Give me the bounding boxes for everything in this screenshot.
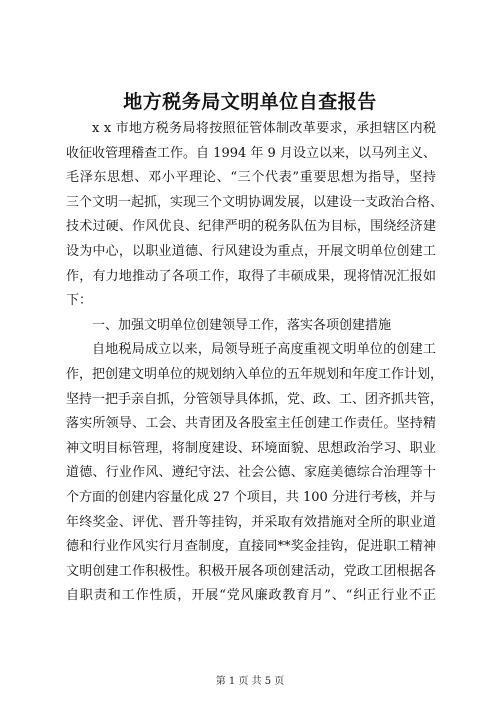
body-line: 三个文明一起抓，实现三个文明协调发展，以建设一支政治合格、: [66, 194, 444, 210]
body-line: 下：: [66, 293, 93, 309]
section-heading: 一、加强文明单位创建领导工作，落实各项创建措施: [92, 317, 392, 333]
page-number-footer: 第 1 页 共 5 页: [215, 676, 285, 687]
body-line: 技术过硬、作风优良、纪律严明的税务队伍为目标，围绕经济建: [66, 219, 436, 235]
body-line: 神文明目标管理，将制度建设、环境面貌、思想政治学习、职业: [66, 440, 436, 456]
body-line: 作，有力地推动了各项工作，取得了丰硕成果，现将情况汇报如: [66, 268, 436, 284]
body-line: 德和行业作风实行月查制度，直接同**奖金挂钩，促进职工精神: [66, 539, 436, 555]
body-line: 收征收管理稽查工作。自 1994 年 9 月设立以来，以马列主义、: [66, 145, 436, 161]
body-line: 年终奖金、评优、晋升等挂钩，并采取有效措施对全所的职业道: [66, 514, 436, 530]
body-line: x x 市地方税务局将按照征管体制改革要求，承担辖区内税: [92, 121, 436, 136]
body-line: 文明创建工作积极性。积极开展各项创建活动，党政工团根据各: [66, 563, 436, 579]
body-line: 设为中心，以职业道德、行风建设为重点，开展文明单位创建工: [66, 243, 436, 259]
body-line: 坚持一把手亲自抓，分管领导具体抓，党、政、工、团齐抓共管，: [66, 391, 444, 407]
body-line: 作，把创建文明单位的规划纳入单位的五年规划和年度工作计划，: [66, 366, 444, 382]
body-line: 毛泽东思想、邓小平理论、“三个代表”重要思想为指导，坚持: [66, 170, 436, 186]
body-line: 个方面的创建内容量化成 27 个项目，共 100 分进行考核，并与: [66, 489, 436, 505]
document-body: [66, 117, 444, 609]
body-line: 自地税局成立以来，局领导班子高度重视文明单位的创建工: [92, 342, 436, 358]
body-line: 落实所领导、工会、共青团及各股室主任创建工作责任。坚持精: [66, 416, 436, 432]
document-title: 地方税务局文明单位自查报告: [123, 91, 377, 113]
body-line: 自职责和工作性质，开展“党风廉政教育月”、“纠正行业不正: [66, 588, 436, 604]
body-line: 道德、行业作风、遵纪守法、社会公德、家庭美德综合治理等十: [66, 465, 436, 481]
